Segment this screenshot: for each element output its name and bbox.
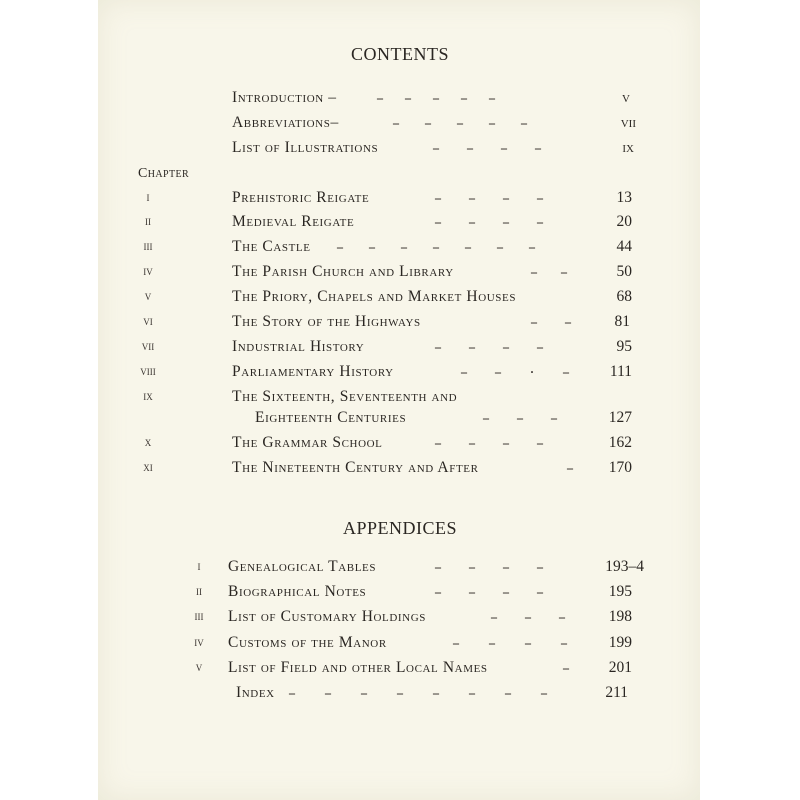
leader-dashes: – [566,459,574,477]
appendix-entry [0,634,800,658]
appendix-page-number: 199 [608,634,632,651]
toc-entry-title: Eighteenth Centuries [255,409,407,426]
leader-dashes: – – – – – [392,114,528,132]
toc-entry-title: Abbreviations– [232,114,339,131]
toc-entry [0,238,800,262]
toc-entry [0,263,800,287]
toc-entry [0,114,800,138]
appendix-title: Genealogical Tables [228,558,377,575]
toc-page-number: 81 [614,313,630,330]
toc-page-number: 127 [608,409,632,426]
toc-entry-title: Introduction – [232,89,337,106]
leader-dashes: – – – [482,409,558,427]
appendix-page-number: 193–4 [605,558,644,575]
leader-dashes: – – – – [434,338,544,356]
index-title: Index [236,684,275,701]
toc-page-number: 170 [608,459,632,476]
appendix-title: List of Field and other Local Names [228,659,488,676]
leader-dashes: – – – – – – – – [288,684,548,702]
toc-entry-title: Medieval Reigate [232,213,355,230]
appendix-number: iv [194,634,204,649]
leader-dashes: – – – – [452,634,568,652]
leader-dashes: – – – [490,608,566,626]
appendix-page-number: 198 [608,608,632,625]
leader-dashes: – – – – [434,558,544,576]
toc-entry [0,139,800,163]
toc-entry-title: The Parish Church and Library [232,263,454,280]
toc-entry [0,189,800,213]
toc-entry [0,338,800,362]
leader-dashes: – – [530,313,572,331]
leader-dashes: – [562,659,570,677]
chapter-number: vi [143,313,153,328]
appendix-entry [0,608,800,632]
toc-entry-title: The Story of the Highways [232,313,421,330]
chapter-number: vii [141,338,155,353]
appendix-title: Customs of the Manor [228,634,387,651]
chapter-number: v [144,288,152,303]
toc-entry-title: The Castle [232,238,311,255]
toc-page-number: ix [622,139,634,156]
leader-dashes: – – – – [434,213,544,231]
toc-page-number: 13 [616,189,632,206]
chapter-number: iii [143,238,153,253]
toc-page-number: 95 [616,338,632,355]
toc-entry-continuation [0,409,800,433]
chapter-label: Chapter [138,166,190,181]
toc-entry-title: List of Illustrations [232,139,379,156]
appendix-title: List of Customary Holdings [228,608,426,625]
leader-dashes: – – – – – – – [336,238,536,256]
toc-entry-title: Industrial History [232,338,365,355]
appendix-title: Biographical Notes [228,583,367,600]
contents-heading: CONTENTS [351,44,449,64]
appendix-entry [0,659,800,683]
toc-entry-title: The Grammar School [232,434,383,451]
appendices-heading: APPENDICES [342,518,458,538]
toc-page-number: 44 [616,238,632,255]
appendix-entry [0,558,800,582]
chapter-number: i [146,189,150,204]
toc-entry-title: Parliamentary History [232,363,394,380]
chapter-number: x [144,434,152,449]
toc-page-number: 162 [608,434,632,451]
index-entry [0,684,800,708]
leader-dashes: – – [530,263,568,281]
toc-entry [0,459,800,483]
appendix-page-number: 195 [608,583,632,600]
toc-entry [0,434,800,458]
toc-page-number: 111 [609,363,632,380]
chapter-number: viii [140,363,156,378]
leader-dashes: – – – – [434,189,544,207]
chapter-number: ii [145,213,151,228]
chapter-number: iv [143,263,153,278]
toc-page-number: v [622,89,630,106]
leader-dashes: – – – – [434,434,544,452]
toc-entry-title: The Sixteenth, Seventeenth and [232,388,458,405]
toc-entry-title: The Nineteenth Century and After [232,459,479,476]
appendix-number: i [197,558,201,573]
toc-page-number: 20 [616,213,632,230]
toc-page-number: vii [620,114,636,131]
toc-entry [0,313,800,337]
toc-entry-title: Prehistoric Reigate [232,189,370,206]
index-page-number: 211 [605,684,628,701]
appendix-number: iii [194,608,204,623]
leader-dashes: – – · – [460,363,570,381]
leader-dashes: – – – – [434,583,544,601]
appendix-page-number: 201 [608,659,632,676]
appendix-entry [0,583,800,607]
chapter-number: ix [143,388,153,403]
toc-entry-title: The Priory, Chapels and Market Houses [232,288,517,305]
leader-dashes: – – – – – [376,89,496,107]
leader-dashes: – – – – [432,139,542,157]
toc-entry [0,213,800,237]
toc-entry [0,89,800,113]
chapter-number: xi [143,459,153,474]
appendix-number: v [195,659,203,674]
toc-entry [0,288,800,312]
toc-page-number: 68 [616,288,632,305]
toc-page-number: 50 [616,263,632,280]
appendix-number: ii [196,583,202,598]
toc-entry [0,363,800,387]
